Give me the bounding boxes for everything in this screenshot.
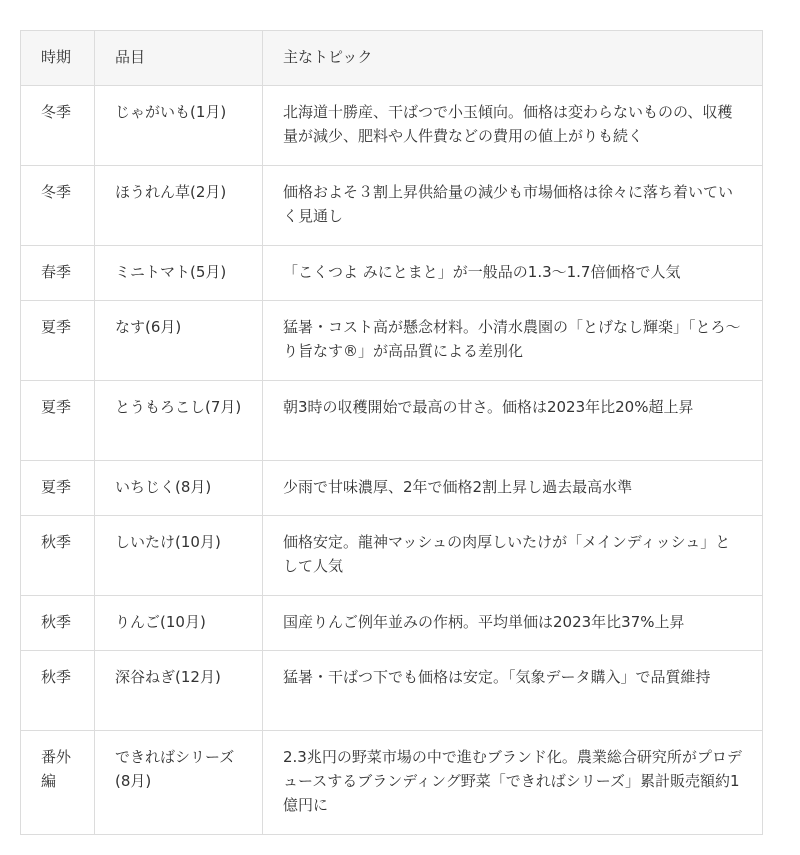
cell-period: 冬季: [21, 86, 95, 166]
header-item: 品目: [95, 31, 263, 86]
cell-topic: 2.3兆円の野菜市場の中で進むブランド化。農業総合研究所がプロデュースするブランディング野菜「できればシリーズ」累計販売額約1億円に: [263, 731, 763, 835]
table-row: [21, 381, 763, 461]
table-header-row: [21, 31, 763, 86]
table-row: [21, 596, 763, 651]
seasonal-vegetable-topics-table: [20, 30, 763, 835]
header-period: 時期: [21, 31, 95, 86]
cell-period: 秋季: [21, 516, 95, 596]
cell-topic: 価格安定。龍神マッシュの肉厚しいたけが「メインディッシュ」として人気: [263, 516, 763, 596]
cell-item: りんご(10月): [95, 596, 263, 651]
cell-topic: 朝3時の収穫開始で最高の甘さ。価格は2023年比20%超上昇: [263, 381, 763, 461]
cell-period: 夏季: [21, 381, 95, 461]
cell-period: 秋季: [21, 596, 95, 651]
topics-table-container: [20, 30, 762, 835]
table-row: [21, 86, 763, 166]
table-row: [21, 461, 763, 516]
table-row: [21, 651, 763, 731]
cell-topic: 北海道十勝産、干ばつで小玉傾向。価格は変わらないものの、収穫量が減少、肥料や人件費などの費用の値上がりも続く: [263, 86, 763, 166]
cell-item: 深谷ねぎ(12月): [95, 651, 263, 731]
cell-period: 春季: [21, 246, 95, 301]
cell-item: なす(6月): [95, 301, 263, 381]
cell-period: 冬季: [21, 166, 95, 246]
table-row: [21, 301, 763, 381]
table-row: [21, 166, 763, 246]
table-row: [21, 246, 763, 301]
cell-topic: 猛暑・干ばつ下でも価格は安定。「気象データ購入」で品質維持: [263, 651, 763, 731]
cell-item: とうもろこし(7月): [95, 381, 263, 461]
cell-item: ミニトマト(5月): [95, 246, 263, 301]
cell-topic: 「こくつよ みにとまと」が一般品の1.3〜1.7倍価格で人気: [263, 246, 763, 301]
cell-topic: 国産りんご例年並みの作柄。平均単価は2023年比37%上昇: [263, 596, 763, 651]
cell-topic: 猛暑・コスト高が懸念材料。小清水農園の「とげなし輝楽」「とろ〜り旨なす®」が高品質による差別化: [263, 301, 763, 381]
cell-item: じゃがいも(1月): [95, 86, 263, 166]
cell-item: いちじく(8月): [95, 461, 263, 516]
header-topic: 主なトピック: [263, 31, 763, 86]
cell-item: できればシリーズ(8月): [95, 731, 263, 835]
table-row: [21, 516, 763, 596]
cell-topic: 価格およそ３割上昇供給量の減少も市場価格は徐々に落ち着いていく見通し: [263, 166, 763, 246]
cell-item: ほうれん草(2月): [95, 166, 263, 246]
cell-topic: 少雨で甘味濃厚、2年で価格2割上昇し過去最高水準: [263, 461, 763, 516]
cell-period: 夏季: [21, 301, 95, 381]
cell-item: しいたけ(10月): [95, 516, 263, 596]
table-row: [21, 731, 763, 835]
cell-period: 夏季: [21, 461, 95, 516]
cell-period: 番外編: [21, 731, 95, 835]
cell-period: 秋季: [21, 651, 95, 731]
